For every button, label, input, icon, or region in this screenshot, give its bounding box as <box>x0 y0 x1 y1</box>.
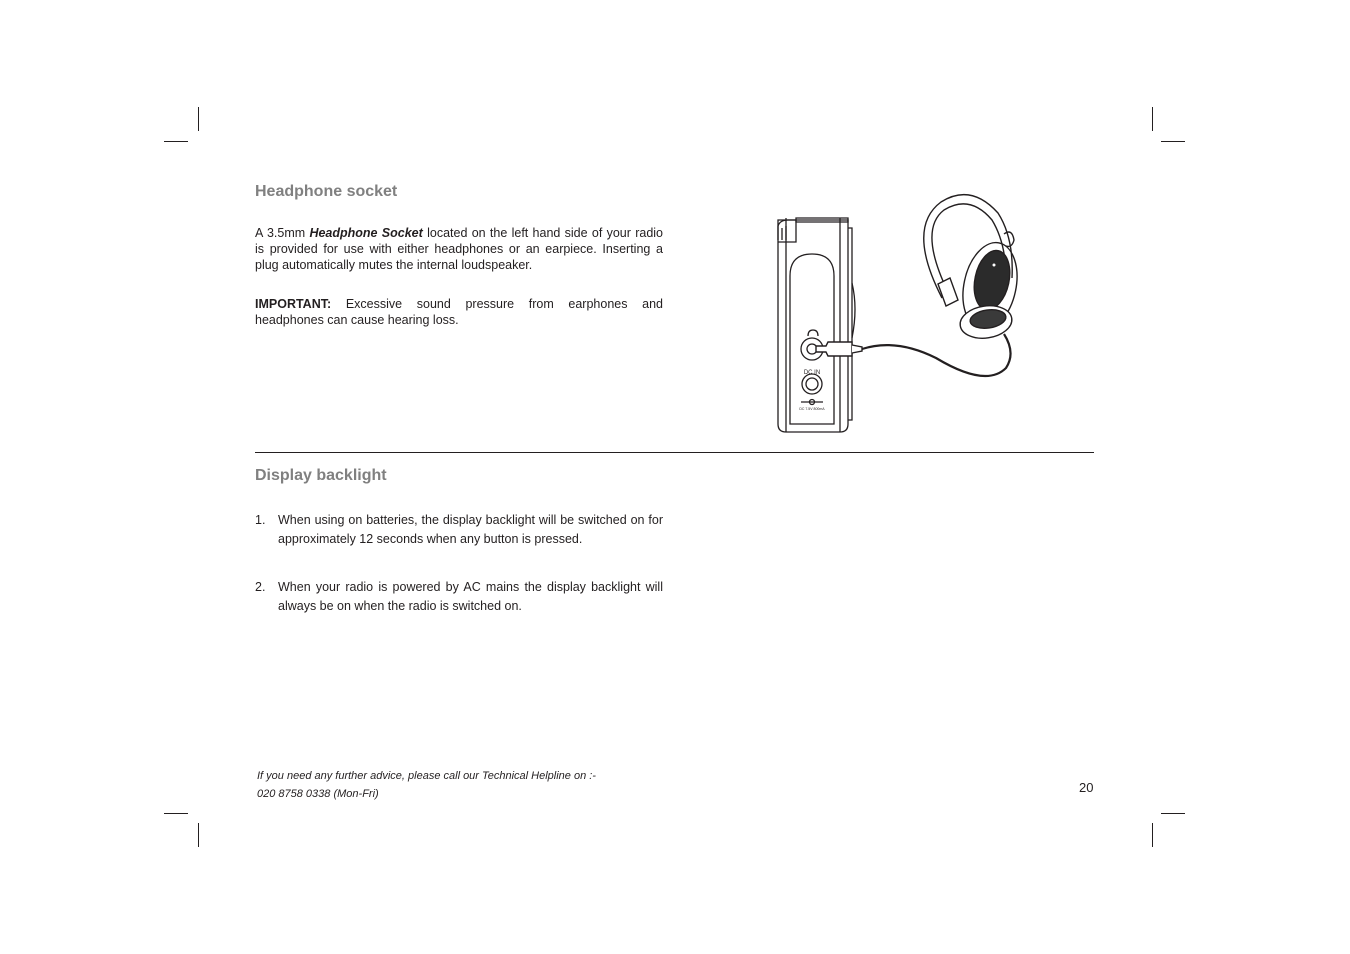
crop-mark <box>164 813 188 814</box>
section-heading-display-backlight: Display backlight <box>255 467 387 484</box>
list-text: When using on batteries, the display backlight will be switched on for approximately 12 seconds when any button is pressed. <box>278 513 663 546</box>
helpline-number: 020 8758 0338 (Mon-Fri) <box>257 788 379 800</box>
radio-headphones-illustration <box>766 188 1066 438</box>
section-heading-headphone-socket: Headphone socket <box>255 183 398 200</box>
crop-mark <box>198 107 199 131</box>
list-number: 1. <box>255 513 266 527</box>
dc-in-label: DC IN <box>803 370 821 376</box>
important-text: Excessive sound pressure from earphones and headphones can cause hearing loss. <box>255 297 663 327</box>
headphone-socket-emphasis: Headphone Socket <box>309 226 423 240</box>
crop-mark <box>1161 141 1185 142</box>
crop-mark <box>1161 813 1185 814</box>
important-paragraph <box>255 296 663 328</box>
important-label: IMPORTANT: <box>255 297 332 311</box>
list-text: When your radio is powered by AC mains the display backlight will always be on when the radio is switched on. <box>278 580 663 613</box>
crop-mark <box>198 823 199 847</box>
para-text: A 3.5mm <box>255 226 310 240</box>
crop-mark <box>164 141 188 142</box>
page-number: 20 <box>1079 780 1094 795</box>
dc-spec-label: DC 7.5V 800mA <box>799 407 825 411</box>
para-text: located on the left hand side of your radio is provided for use with either headphones or an earpiece. Inserting a plug automatically mutes the internal loudspeaker. <box>255 226 664 272</box>
headphone-socket-paragraph <box>255 225 663 273</box>
crop-mark <box>1152 823 1153 847</box>
list-number: 2. <box>255 580 266 594</box>
helpline-text: If you need any further advice, please call our Technical Helpline on :- <box>257 770 596 782</box>
crop-mark <box>1152 107 1153 131</box>
section-divider <box>255 452 1094 453</box>
